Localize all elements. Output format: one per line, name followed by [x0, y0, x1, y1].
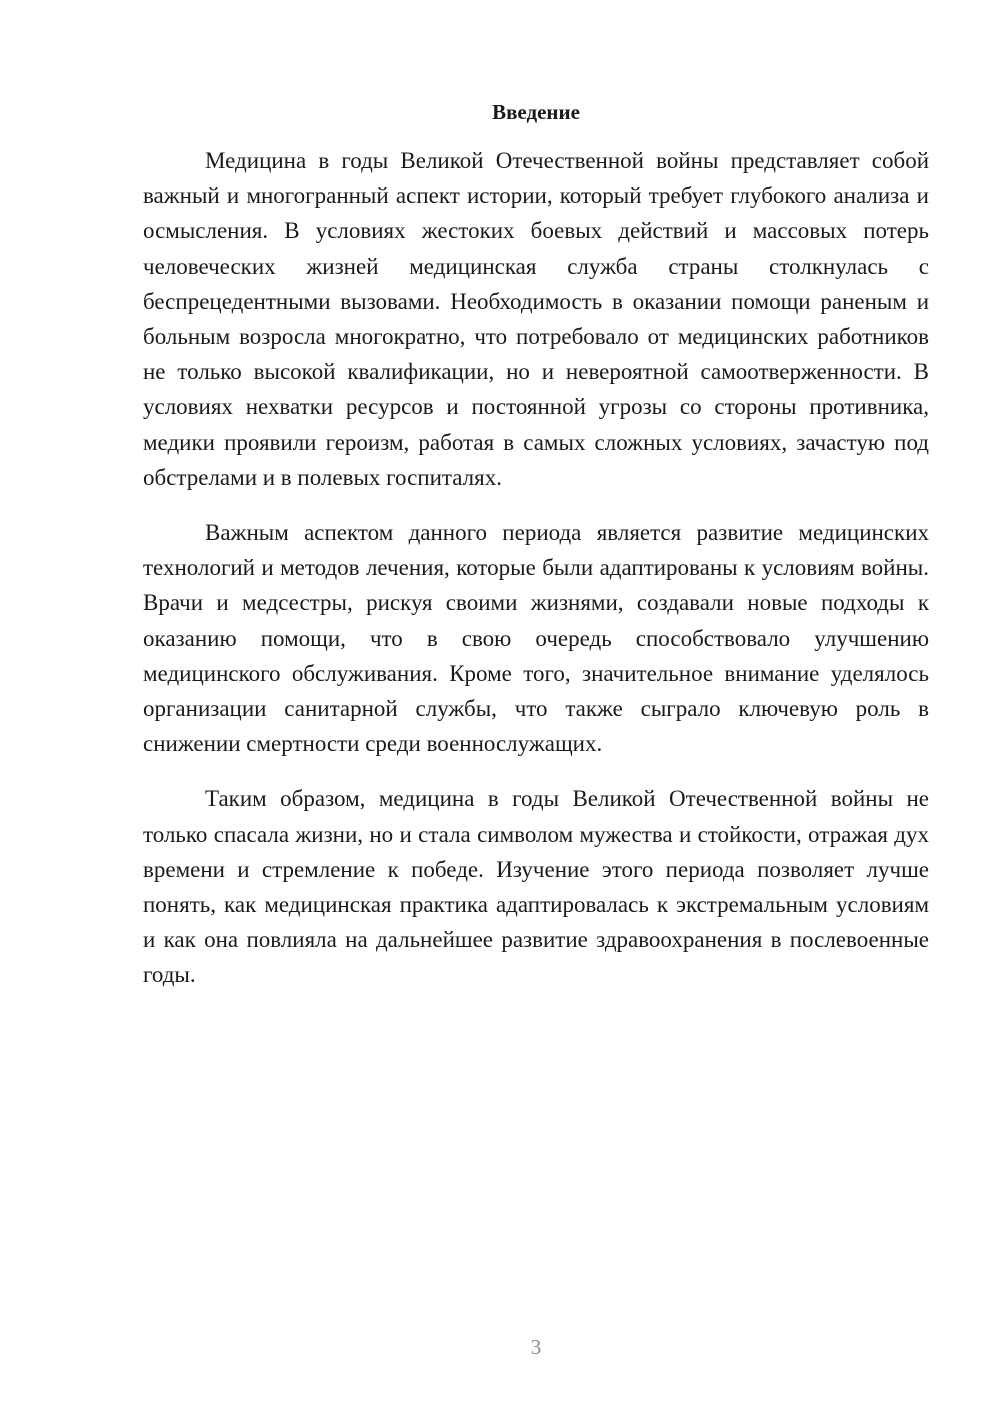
paragraph: Медицина в годы Великой Отечественной войны представляет собой важный и многогранный аспект истории, который требует глубокого анализа и осмысления. В условиях жестоких боевых действий и массовых потерь человеческих жизней медицинская служба страны столкнулась с беспрецедентными вызовами. Необходимость в оказании помощи раненым и больным возросла многократно, что потребовало от медицинских работников не только высокой квалификации, но и невероятной самоотверженности. В условиях нехватки ресурсов и постоянной угрозы со стороны противника, медики проявили героизм, работая в самых сложных условиях, зачастую под обстрелами и в полевых госпиталях.	[143, 148, 929, 490]
section-heading: Введение	[492, 100, 580, 124]
paragraph: Важным аспектом данного периода является развитие медицинских технологий и методов лечения, которые были адаптированы к условиям войны. Врачи и медсестры, рискуя своими жизнями, создавали новые подходы к оказанию помощи, что в свою очередь способствовало улучшению медицинского обслуживания. Кроме того, значительное внимание уделялось организации санитарной службы, что также сыграло ключевую роль в снижении смертности среди военнослужащих.	[143, 520, 929, 757]
page-number: 3	[530, 1335, 542, 1359]
body-text	[143, 143, 929, 1013]
paragraph: Таким образом, медицина в годы Великой Отечественной войны не только спасала жизни, но и стала символом мужества и стойкости, отражая дух времени и стремление к победе. Изучение этого периода позволяет лучше понять, как медицинская практика адаптировалась к экстремальным условиям и как она повлияла на дальнейшее развитие здравоохранения в послевоенные годы.	[143, 786, 929, 988]
